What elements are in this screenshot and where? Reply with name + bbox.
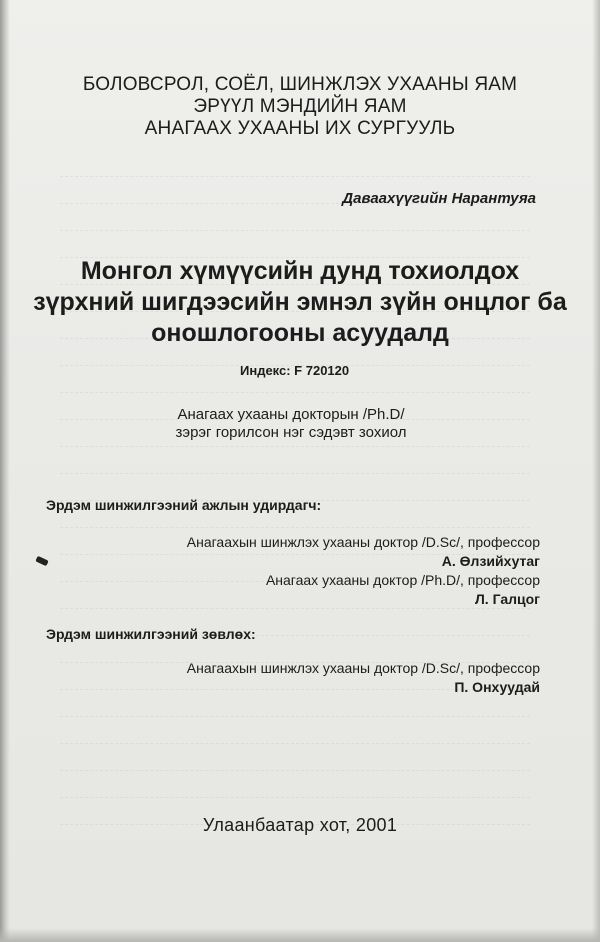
title-line-2: зүрхний шигдээсийн эмнэл зүйн онцлог ба: [33, 288, 567, 316]
index-code: Индекс: F 720120: [240, 363, 350, 378]
page-edge-shadow-bottom: [0, 928, 600, 942]
advisor-1-name: П. Онхуудай: [454, 679, 540, 695]
supervisor-1-name: А. Өлзийхутаг: [441, 553, 540, 569]
page-edge-shadow-left: [0, 0, 10, 942]
degree-line-1: Анагаах ухааны докторын /Ph.D/: [177, 406, 405, 423]
advisor-1-title: Анагаахын шинжлэх ухааны доктор /D.Sc/, профессор: [186, 660, 540, 676]
title-line-1: Монгол хүмүүсийн дунд тохиолдох: [80, 257, 520, 285]
supervisor-1-title: Анагаахын шинжлэх ухааны доктор /D.Sc/, профессор: [186, 534, 540, 550]
degree-statement: [0, 406, 582, 442]
bleed-through-lines: [60, 150, 530, 830]
supervisors-heading: Эрдэм шинжилгээний ажлын удирдагч:: [46, 497, 322, 513]
supervisor-2-title: Анагаах ухааны доктор /Ph.D/, профессор: [265, 572, 540, 588]
degree-line-2: зэрэг горилсон нэг сэдэвт зохиол: [175, 424, 407, 441]
author-name: Даваахүүгийн Нарантуяа: [342, 190, 536, 207]
city-year: Улаанбаатар хот, 2001: [202, 815, 398, 835]
thesis-title: [0, 256, 600, 349]
page-edge-shadow-right: [592, 0, 600, 942]
title-line-3: оношлогооны асуудалд: [151, 319, 449, 347]
university-name: АНАГААХ УХААНЫ ИХ СУРГУУЛЬ: [144, 118, 456, 139]
ministry-health: ЭРҮҮЛ МЭНДИЙН ЯАМ: [193, 96, 407, 117]
ink-speck: [35, 556, 48, 567]
ministry-education: БОЛОВСРОЛ, СОЁЛ, ШИНЖЛЭХ УХААНЫ ЯАМ: [82, 74, 518, 95]
institution-header: [0, 74, 600, 140]
advisor-heading: Эрдэм шинжилгээний зөвлөх:: [46, 626, 256, 642]
supervisor-2-name: Л. Галцог: [474, 591, 540, 607]
